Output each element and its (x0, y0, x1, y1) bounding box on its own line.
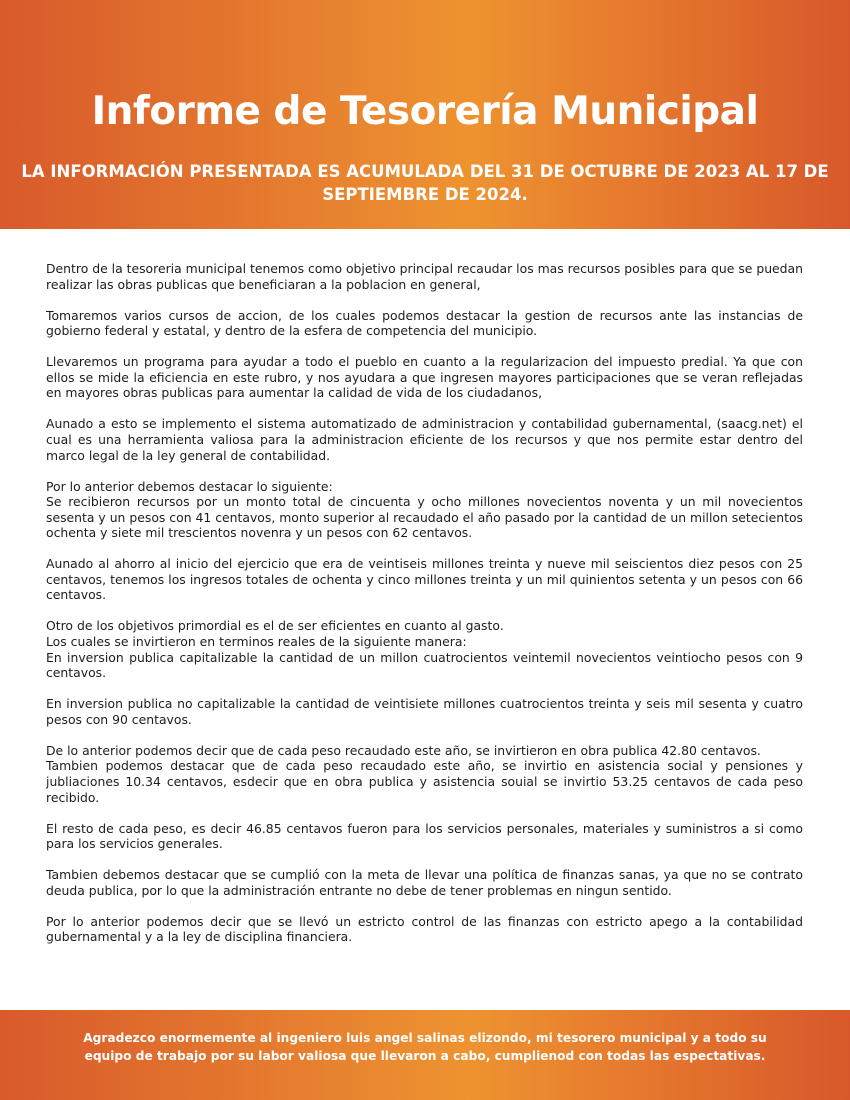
paragraph-no-debt: Tambien debemos destacar que se cumplió con la meta de llevar una política de finanzas sanas, ya que no se contrato deuda publica, por lo que la administración entrante no debe de tener problemas en ningun sentido. (46, 867, 803, 898)
paragraph-courses-of-action: Tomaremos varios cursos de accion, de los cuales podemos destacar la gestion de recursos ante las instancias de gobierno federal y estatal, y dentro de la esfera de competencia del municipio. (46, 307, 803, 339)
paragraph-non-capitalizable: En inversion publica no capitalizable la cantidad de veintisiete millones cuatrocientos treinta y seis mil sesenta y cuatro pesos con 90 centavos. (46, 696, 803, 727)
paragraph-per-peso (46, 743, 803, 805)
revenue-text: Se recibieron recursos por un monto total de cincuenta y ocho millones novecientos noventa y un mil novecientos sesenta y un pesos con 41 centavos, monto superior al recaudado el año pasado por la cantidad de un millon setecientos ochenta y siete mil trescientos novenra y un pesos con 62 centavos. (46, 494, 803, 541)
header-banner (0, 0, 850, 229)
paragraph-predial-program: Llevaremos un programa para ayudar a todo el pueblo en cuanto a la regularizacion del impuesto predial. Ya que con ellos se mide la eficiencia en este rubro, y nos ayudara a que ingresen mayores participaciones que se veran reflejadas en mayores obras publicas para aumentar la calidad de vida de los ciudadanos, (46, 354, 803, 401)
subtitle-line-1: LA INFORMACIÓN PRESENTADA ES ACUMULADA (21, 162, 465, 181)
report-body (46, 261, 803, 960)
revenue-intro: Por lo anterior debemos destacar lo siguiente: (46, 478, 333, 494)
subtitle-line-2: DEL 31 DE OCTUBRE DE 2023 AL 17 DE SEPTIEMBRE DE 2024. (322, 162, 829, 204)
paragraph-revenue (46, 479, 803, 541)
spending-intro-2: Los cuales se invirtieron en terminos reales de la siguiente manera: (46, 634, 467, 650)
paragraph-spending (46, 618, 803, 680)
per-peso-public-works: De lo anterior podemos decir que de cada peso recaudado este año, se invirtieron en obra publica 42.80 centavos. (46, 742, 761, 758)
paragraph-remainder: El resto de cada peso, es decir 46.85 centavos fueron para los servicios personales, materiales y suministros a si como para los servicios generales. (46, 820, 803, 852)
spending-intro-1: Otro de los objetivos primordial es el de ser eficientes en cuanto al gasto. (46, 618, 504, 634)
page-title: Informe de Tesorería Municipal (91, 89, 759, 134)
acknowledgement-text: Agradezco enormemente al ingeniero luis angel salinas elizondo, mi tesorero municipal y a todo su equipo de trabajo por su labor valiosa que llevaron a cabo, cumplienod con todas las espectativas. (83, 1031, 767, 1063)
page-subtitle (0, 160, 850, 206)
paragraph-conclusion: Por lo anterior podemos decir que se llevó un estricto control de las finanzas con estricto apego a la contabilidad gubernamental y a la ley de disciplina financiera. (46, 913, 803, 945)
per-peso-social-assistance: Tambien podemos destacar que de cada peso recaudado este año, se invirtio en asistencia social y pensiones y jubliaciones 10.34 centavos, esdecir que en obra publica y asistencia souial se invirtio 53.25 centavos de cada peso recibido. (46, 758, 803, 805)
paragraph-objective: Dentro de la tesoreria municipal tenemos como objetivo principal recaudar los mas recursos posibles para que se puedan realizar las obras publicas que beneficiaran a la poblacion en general, (46, 261, 803, 292)
paragraph-saacg-system: Aunado a esto se implemento el sistema automatizado de administracion y contabilidad gubernamental, (saacg.net) el cual es una herramienta valiosa para la administracion eficiente de los recursos y que nos permite estar dentro del marco legal de la ley general de contabilidad. (46, 416, 803, 463)
paragraph-total-income: Aunado al ahorro al inicio del ejercicio que era de veintiseis millones treinta y nueve mil seiscientos diez pesos con 25 centavos, tenemos los ingresos totales de ochenta y cinco millones treinta y un mil quinientos setenta y un pesos con 66 centavos. (46, 556, 803, 603)
capitalizable-investment: En inversion publica capitalizable la cantidad de un millon cuatrocientos veintemil novecientos veintiocho pesos con 9 centavos. (46, 649, 803, 681)
footer-banner (0, 1010, 850, 1100)
